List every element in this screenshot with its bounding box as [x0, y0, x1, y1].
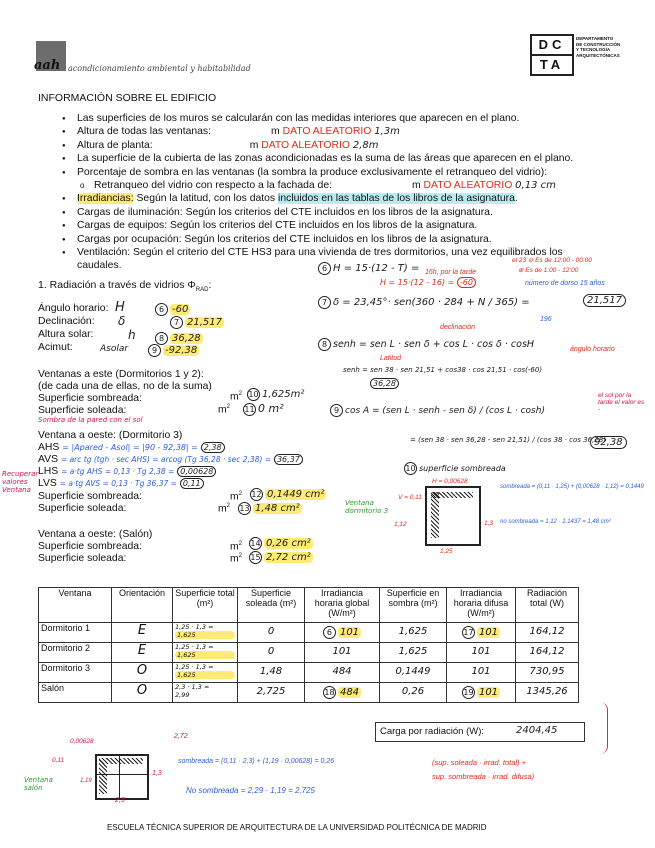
- salon-soleada-value: [249, 551, 313, 564]
- rad-value: 730,95: [529, 666, 565, 677]
- col-header: Ventana: [39, 588, 112, 623]
- random-data: DATO ALEATORIO: [261, 139, 350, 151]
- ahs-line: [38, 442, 225, 453]
- eq8-val: 36,28: [370, 378, 399, 389]
- bullet-text: Retranqueo del vidrio con respecto a la fachada de:: [94, 180, 332, 192]
- list-item: [62, 192, 602, 205]
- eq8-decl: declinación: [440, 324, 476, 331]
- heading-sub: RAD: [195, 287, 209, 294]
- bullet-text: .: [514, 193, 518, 205]
- este-pink-note: Sombra de la pared con el sol: [38, 416, 143, 424]
- global-value: 484: [339, 687, 360, 698]
- decl-label: Declinación:: [38, 316, 95, 327]
- orient-value: E: [137, 643, 147, 658]
- lvs-line: [38, 478, 204, 489]
- l-val: 1,12: [394, 521, 407, 528]
- eq8b: senh = sen 38 · sen 21,51 + cos38 · cos 21,51 · cos(-60): [343, 366, 543, 374]
- list-item: [62, 152, 602, 165]
- eq9-val: 92,38: [590, 436, 627, 449]
- salon-sombreada-label: Superficie sombreada:: [38, 541, 142, 552]
- acimut-label: Acimut:: [38, 342, 73, 353]
- footer: ESCUELA TÉCNICA SUPERIOR DE ARQUITECTURA DE LA UNIVERSIDAD POLITÉCNICA DE MADRID: [107, 823, 487, 832]
- eq8-lat: Latitud: [380, 355, 402, 362]
- m2-unit: $m^2$: [230, 541, 242, 553]
- circle-number: 19: [463, 688, 474, 697]
- eq10: 10 superficie sombreada: [405, 464, 506, 473]
- ahs-val: 2,38: [201, 442, 225, 453]
- m2-unit: $m^2$: [218, 404, 230, 416]
- oeste3-sombreada-label: Superficie sombreada:: [38, 491, 142, 502]
- section-title: INFORMACIÓN SOBRE EL EDIFICIO: [38, 92, 217, 104]
- unit: m: [230, 491, 239, 503]
- unit: m: [412, 180, 421, 192]
- table-row: [39, 663, 579, 683]
- cell-orient: [112, 663, 173, 683]
- este-soleada-value: [243, 402, 284, 416]
- list-item: [62, 112, 602, 125]
- eq6: 6 H = 15·(12 - T) =: [318, 262, 419, 275]
- cell-orient: [112, 623, 173, 643]
- value: 0,26 cm²: [266, 538, 311, 549]
- list-item: [62, 166, 602, 179]
- list-item: [62, 206, 602, 219]
- eq-text: senh = sen L · sen δ + cos L · cos δ · cosH: [333, 339, 535, 350]
- w-val: 1,3: [484, 520, 494, 527]
- dept-line: ARQUITECTÓNICAS: [576, 52, 620, 58]
- value: 21,517: [187, 317, 222, 328]
- radiation-heading: 1. Radiación a través de vidrios $\Phi_{RAD}$:: [38, 279, 212, 294]
- circle-number: 14: [250, 539, 261, 548]
- list-item: [62, 233, 602, 246]
- list-item: [62, 179, 602, 192]
- cell-global: [305, 623, 380, 643]
- cell-ventana: Salón: [39, 683, 112, 703]
- table-row: [39, 623, 579, 643]
- orient-value: O: [136, 663, 148, 678]
- alt-label: Altura solar:: [38, 329, 94, 340]
- logo-text: aah: [34, 58, 61, 73]
- dept-logo: [530, 34, 574, 76]
- sombra-value: 0,26: [401, 686, 425, 697]
- value: 0 m²: [258, 402, 284, 415]
- col-header: Superficie total (m²): [173, 588, 238, 623]
- value: 1,48 cm²: [255, 503, 300, 514]
- unit: m: [230, 391, 239, 403]
- circle-number: 6: [323, 626, 336, 639]
- bullet-text: La superficie de la cubierta de las zonas acondicionadas es la suma de las áreas que aparecen en el plano.: [77, 153, 574, 165]
- dept-lines: [576, 36, 620, 58]
- m2-unit: $m^2$: [218, 503, 230, 515]
- eq6-note: 16h, por la tarde: [425, 269, 476, 276]
- rad-value: 164,12: [529, 626, 565, 637]
- carga-value: 2404,45: [516, 725, 558, 736]
- cell-difusa: [447, 623, 516, 643]
- soleada-value: 2,725: [256, 686, 286, 697]
- value: 36,28: [172, 333, 201, 344]
- salon-soleada-label: Superficie soleada:: [38, 553, 127, 564]
- oeste3-title: Ventana a oeste: (Dormitorio 3): [38, 430, 183, 441]
- window-salon-shade: [99, 758, 143, 764]
- eq-text: superficie sombreada: [419, 464, 506, 473]
- cell-difusa: [447, 643, 516, 663]
- cell-ventana: Dormitorio 1: [39, 623, 112, 643]
- oeste3-pink-note: Recuperar valores Ventana: [2, 470, 39, 494]
- dept-code-bottom: TA: [539, 57, 565, 72]
- sombreada-eq: sombreada = (0,11 · 1,25) + (0,00628 · 1,12) = 0,1449: [500, 484, 644, 490]
- cell-orient: [112, 683, 173, 703]
- ahs-label: AHS: [38, 442, 60, 453]
- radiation-table: [38, 587, 579, 703]
- total-value: 1,625: [175, 651, 235, 659]
- h-val: H = 0,00628: [432, 478, 468, 485]
- bullet-text: Porcentaje de sombra en las ventanas (la sombra la produce exclusivamente el retranqueo del vidrio):: [77, 166, 548, 178]
- total-calc: 1,25 · 1,3 =: [175, 623, 214, 631]
- soleada-value: 0: [267, 626, 275, 637]
- building-info-list: [62, 112, 602, 273]
- dim-119: 1,19: [80, 778, 92, 784]
- sombra-value: 0,1449: [395, 666, 431, 677]
- value-9: 9 -92,38: [148, 344, 199, 357]
- avs-line: [38, 454, 303, 465]
- col-header: Superficie en sombra (m²): [380, 588, 447, 623]
- random-data: DATO ALEATORIO: [423, 180, 513, 192]
- col-header: Irradiancia horaria difusa (W/m²): [447, 588, 516, 623]
- logo-subtitle: acondicionamiento ambiental y habitabilidad: [68, 64, 251, 73]
- cell-global: [305, 663, 380, 683]
- dept-line: DE CONSTRUCCIÓN: [576, 41, 621, 47]
- dim-272: 2,72: [174, 733, 188, 740]
- cell-rad: [516, 623, 579, 643]
- lhs-val: 0,00628: [177, 466, 216, 477]
- cell-rad: [516, 663, 579, 683]
- hw-A: Asolar: [100, 344, 129, 354]
- este-sombreada-value: [247, 388, 304, 401]
- value-8: 8 36,28: [155, 332, 203, 345]
- este-soleada-label: Superficie soleada:: [38, 405, 127, 416]
- oeste3-soleada-label: Superficie soleada:: [38, 503, 127, 514]
- eq-text: δ = 23,45°· sen(360 · 284 + N / 365) =: [333, 297, 530, 308]
- cell-ventana: Dormitorio 2: [39, 643, 112, 663]
- bottom-sombreada: sombreada = (0,11 · 2,3) + (1,19 · 0,00628) = 0,26: [178, 758, 335, 765]
- total-calc: 2,3 · 1,3 =: [175, 683, 210, 691]
- bullet-text: Cargas de equipos: Según los criterios del CTE incluidos en los libros de la asignatura.: [77, 220, 478, 232]
- bullet-text: Las superficies de los muros se calcularán con las medidas interiores que aparecen en el plano.: [77, 113, 520, 124]
- window-salon-mullion: [97, 774, 147, 775]
- cell-sombra: [380, 663, 447, 683]
- dim-side: 0,11: [52, 757, 65, 764]
- dept-line: Y TECNOLOGÍA: [576, 47, 611, 52]
- circle-number: 17: [463, 628, 474, 637]
- red-note-b: sup. sombreada · irrad. difusa): [432, 772, 535, 781]
- cell-soleada: [238, 683, 305, 703]
- heading-text: 1. Radiación a través de vidrios Φ: [38, 279, 196, 291]
- cell-difusa: [447, 683, 516, 703]
- global-value: 101: [339, 627, 360, 638]
- handwritten-value: 2,8m: [352, 139, 379, 151]
- lhs-eq: = a·tg AHS = 0,13 · Tg 2,38 =: [61, 467, 175, 476]
- lhs-line: [38, 466, 216, 477]
- orient-value: O: [136, 683, 148, 698]
- dim-125: 1,25: [440, 548, 453, 555]
- no-sombreada-eq: no sombreada = 1,12 · 1,1437 = 1,48 cm²: [500, 519, 611, 525]
- eq6b: [380, 278, 476, 287]
- eq8-ang: ángulo horario: [570, 346, 615, 353]
- cell-ventana: Dormitorio 3: [39, 663, 112, 683]
- avs-val: 36,37: [274, 454, 303, 465]
- m2-unit: $m^2$: [230, 553, 242, 565]
- window-d3-shade: [431, 492, 439, 538]
- dim-w: 2,3: [115, 797, 125, 804]
- list-item: [62, 125, 602, 138]
- cell-difusa: [447, 663, 516, 683]
- bullet-text: Según la latitud, con los datos: [133, 193, 279, 205]
- highlight-text: Irradiancias:: [77, 193, 134, 205]
- eq-text: cos A = (sen L · senh - sen δ) / (cos L · cosh): [345, 406, 545, 416]
- bullet-text: Ventilación: Según el criterio del CTE HS3 para una vivienda de tres dormitorios, una vez equilibrados los caudales.: [77, 247, 563, 272]
- cell-global: [305, 643, 380, 663]
- random-data: DATO ALEATORIO: [282, 126, 372, 138]
- circle-number: 15: [250, 553, 261, 562]
- este-note: (de cada una de ellas, no de la suma): [38, 381, 212, 392]
- cell-sombra: [380, 623, 447, 643]
- list-item: [62, 219, 602, 232]
- bullet-text: Altura de planta:: [77, 139, 153, 151]
- value: 1,625m²: [262, 389, 305, 400]
- cell-total: [173, 623, 238, 643]
- total-value: 2,99: [175, 691, 190, 699]
- dept-line: DEPARTAMENTO: [576, 36, 614, 41]
- cell-soleada: [238, 663, 305, 683]
- eq-text: H = 15·(12 - 16) =: [380, 278, 455, 287]
- list-item: [62, 139, 602, 152]
- value-6: 6 -60: [155, 303, 190, 316]
- salon-sombreada-value: [249, 537, 313, 550]
- bullet-text: Altura de todas las ventanas:: [77, 126, 212, 138]
- cell-total: [173, 663, 238, 683]
- table-row: [39, 683, 579, 703]
- unit: m: [218, 503, 227, 515]
- col-header: Radiación total (W): [516, 588, 579, 623]
- value-7: 7 21,517: [170, 316, 224, 329]
- sombra-value: 1,625: [398, 626, 428, 637]
- eq-val: -60: [457, 277, 476, 288]
- window-d3-sketch: [425, 486, 481, 546]
- bullet-text: Cargas de iluminación: Según los criterios del CTE incluidos en los libros de la asignatura.: [77, 206, 493, 218]
- avs-label: AVS: [38, 454, 59, 465]
- unit: m: [218, 404, 227, 416]
- col-header: Superficie soleada (m²): [238, 588, 305, 623]
- ahs-eq: = |Apared - Asol| = |90 - 92,38| =: [62, 443, 198, 452]
- cell-total: [173, 643, 238, 663]
- col-header: Orientación: [112, 588, 173, 623]
- oeste3-soleada-value: [238, 502, 302, 515]
- eq8: 8 senh = sen L · sen δ + cos L · cos δ · cosH: [318, 338, 534, 351]
- circle-number: 12: [251, 490, 262, 499]
- blue-note: número de dorso 15 años: [525, 280, 605, 287]
- cell-sombra: [380, 643, 447, 663]
- circle-number: 13: [239, 504, 250, 513]
- bottom-no-sombreada: No sombreada = 2,29 · 1,19 = 2,725: [186, 786, 315, 795]
- unit: m: [271, 126, 280, 138]
- table-row: [39, 643, 579, 663]
- red-brace: [597, 702, 608, 754]
- ventana-salon-label: Ventana salón: [24, 776, 53, 792]
- dept-code-top: DC: [532, 36, 572, 56]
- hw-h: h: [128, 328, 136, 342]
- total-calc: 1,25 · 1,3 =: [175, 643, 214, 651]
- col-header: Irradiancia horaria global (W/m²): [305, 588, 380, 623]
- este-title: Ventanas a este (Dormitorios 1 y 2):: [38, 369, 204, 380]
- eq7-n: 196: [540, 316, 552, 323]
- window-salon-mullion: [119, 756, 120, 798]
- m2-unit: $m^2$: [230, 491, 242, 503]
- unit: m: [249, 139, 259, 151]
- handwritten-value: 0,13 cm: [515, 180, 556, 192]
- soleada-value: 0: [267, 646, 275, 657]
- cell-orient: [112, 643, 173, 663]
- global-value: 484: [332, 666, 352, 677]
- cell-soleada: [238, 623, 305, 643]
- handwritten-value: 1,3m: [374, 126, 400, 138]
- eq9: 9 cos A = (sen L · senh - sen δ) / (cos L · cosh): [330, 404, 545, 417]
- total-calc: 1,25 · 1,3 =: [175, 663, 214, 671]
- red-note-a: (sup. soleada · irrad. total) +: [432, 758, 527, 767]
- window-salon-sketch: [95, 754, 149, 800]
- hw-H: H: [115, 300, 125, 315]
- cell-sombra: [380, 683, 447, 703]
- lvs-eq: = a·tg AVS = 0,13 · Tg 36,37 =: [59, 479, 177, 488]
- global-value: 101: [332, 646, 352, 657]
- red-note-1: el 23 ⊖ Es de 12:00 - 00:00: [512, 257, 592, 264]
- unit: m: [230, 541, 239, 553]
- oeste3-sombreada-value: [250, 488, 326, 501]
- value: -92,38: [165, 345, 198, 356]
- lvs-val: 0,11: [180, 478, 204, 489]
- rad-value: 1345,26: [526, 686, 568, 697]
- v-val: V = 0,11: [398, 494, 422, 501]
- value: 0,1449 cm²: [267, 489, 325, 500]
- value: -60: [172, 304, 189, 315]
- cell-total: [173, 683, 238, 703]
- value: 2,72 cm²: [266, 552, 311, 563]
- pink-note-sun: el sol por la tarde el valor es -: [598, 392, 645, 413]
- soleada-value: 1,48: [259, 666, 283, 677]
- difusa-value: 101: [478, 687, 499, 698]
- rad-value: 164,12: [529, 646, 565, 657]
- red-note-2: ⊕ Es de 1:00 - 12:00: [518, 267, 579, 274]
- cell-rad: [516, 643, 579, 663]
- eq7-val: 21,517: [583, 294, 626, 307]
- cell-soleada: [238, 643, 305, 663]
- total-value: 1,625: [175, 671, 235, 679]
- difusa-value: 101: [478, 627, 499, 638]
- angle-label: Ángulo horario:: [38, 303, 109, 314]
- hw-delta: δ: [118, 314, 126, 328]
- highlight-text: incluidos en las tablas de los libros de la asignatura: [278, 193, 515, 205]
- salon-title: Ventana a oeste: (Salón): [38, 529, 153, 540]
- dim-h: 1,3: [152, 770, 162, 777]
- orient-value: E: [137, 623, 147, 638]
- difusa-value: 101: [471, 666, 491, 677]
- este-sombreada-label: Superficie sombreada:: [38, 393, 142, 404]
- circle-number: 18: [324, 688, 335, 697]
- avs-eq: = arc tg (tgh · sec AHS) = arcog (Tg 36,28 · sec 2,38) =: [60, 455, 272, 464]
- unit: m: [230, 553, 239, 565]
- difusa-value: 101: [471, 646, 491, 657]
- m2-unit: $m^2$: [230, 391, 242, 403]
- circle-number: 10: [248, 390, 259, 399]
- eq7: 7 δ = 23,45°· sen(360 · 284 + N / 365) =: [318, 296, 530, 309]
- lhs-label: LHS: [38, 466, 59, 477]
- bullet-text: Cargas por ocupación: Según los criterios del CTE incluidos en los libros de la asignatura.: [77, 233, 492, 245]
- eq-text: H = 15·(12 - T) =: [333, 263, 420, 274]
- carga-label: Carga por radiación (W):: [380, 726, 485, 737]
- eq9b: = (sen 38 · sen 36,28 - sen 21,51) / (cos 38 · cos 36,28): [410, 436, 606, 444]
- table-header-row: [39, 588, 579, 623]
- ventana-d3-label: Ventana dormitorio 3: [345, 499, 389, 515]
- sombra-value: 1,625: [398, 646, 428, 657]
- cell-global: [305, 683, 380, 703]
- total-value: 1,625: [175, 631, 235, 639]
- carga-box: [375, 722, 585, 742]
- window-d3-shade: [431, 492, 473, 498]
- dim-top: 0,00628: [70, 738, 94, 745]
- lvs-label: LVS: [38, 478, 57, 489]
- cell-rad: [516, 683, 579, 703]
- circle-number: 11: [244, 405, 255, 414]
